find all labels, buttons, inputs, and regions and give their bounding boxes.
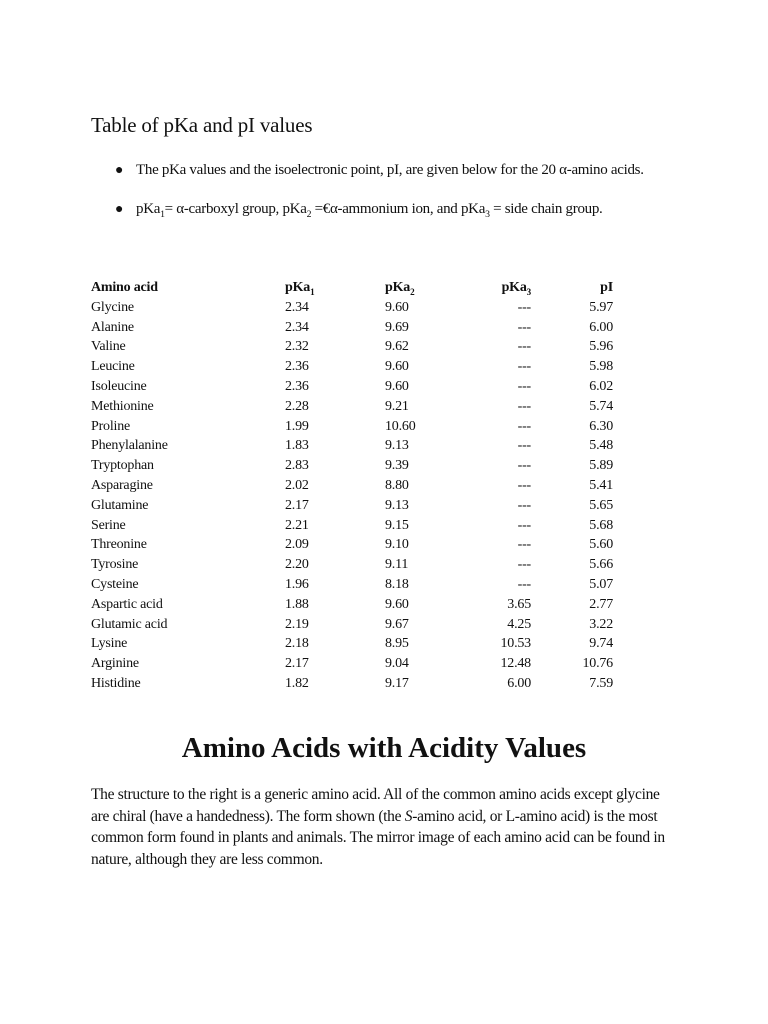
header-pka2-label: pKa bbox=[385, 280, 411, 295]
table-row bbox=[91, 476, 631, 496]
cell-pka1: 2.18 bbox=[285, 636, 309, 652]
table-row bbox=[91, 555, 631, 575]
cell-pi: 7.59 bbox=[589, 675, 613, 691]
cell-amino-acid: Alanine bbox=[91, 319, 134, 335]
cell-amino-acid: Methionine bbox=[91, 398, 154, 414]
table-heading: Table of pKa and pI values bbox=[91, 113, 313, 137]
cell-amino-acid: Leucine bbox=[91, 359, 135, 375]
cell-amino-acid: Aspartic acid bbox=[91, 596, 163, 612]
table-row bbox=[91, 654, 631, 674]
cell-pka3: --- bbox=[517, 378, 531, 394]
cell-pi: 5.48 bbox=[589, 438, 613, 454]
cell-pka2: 9.39 bbox=[385, 458, 409, 474]
cell-pka1: 1.82 bbox=[285, 675, 309, 691]
cell-pka1: 2.17 bbox=[285, 497, 309, 513]
cell-pka3: --- bbox=[517, 537, 531, 553]
pka2-subscript: 2 bbox=[306, 209, 312, 220]
header-pka1-label: pKa bbox=[285, 280, 311, 295]
cell-pka2: 9.04 bbox=[385, 656, 409, 672]
cell-pka1: 2.36 bbox=[285, 378, 309, 394]
cell-amino-acid: Glutamine bbox=[91, 497, 149, 513]
cell-pka2: 9.60 bbox=[385, 596, 409, 612]
cell-pka2: 8.95 bbox=[385, 636, 409, 652]
cell-pi: 6.00 bbox=[589, 319, 613, 335]
table-row bbox=[91, 634, 631, 654]
cell-pka3: 6.00 bbox=[507, 675, 531, 691]
cell-pka1: 2.02 bbox=[285, 477, 309, 493]
cell-pi: 5.96 bbox=[589, 339, 613, 355]
cell-pi: 3.22 bbox=[589, 616, 613, 632]
cell-amino-acid: Proline bbox=[91, 418, 131, 434]
cell-pka3: 12.48 bbox=[500, 656, 531, 672]
cell-pka2: 9.13 bbox=[385, 438, 409, 454]
cell-pi: 5.60 bbox=[589, 537, 613, 553]
cell-pi: 5.98 bbox=[589, 359, 613, 375]
cell-pka3: --- bbox=[517, 576, 531, 592]
header-pka2 bbox=[385, 278, 469, 298]
cell-amino-acid: Threonine bbox=[91, 537, 147, 553]
cell-pka1: 2.09 bbox=[285, 537, 309, 553]
cell-amino-acid: Tryptophan bbox=[91, 458, 154, 474]
cell-amino-acid: Phenylalanine bbox=[91, 438, 168, 454]
bullet-dot-icon: ● bbox=[115, 202, 124, 217]
cell-pi: 5.66 bbox=[589, 557, 613, 573]
cell-amino-acid: Arginine bbox=[91, 656, 139, 672]
table-row bbox=[91, 595, 631, 615]
cell-pka3: 10.53 bbox=[500, 636, 531, 652]
bullet-text-intro: The pKa values and the isoelectronic point, pI, are given below for the 20 α-amino acids. bbox=[136, 162, 644, 178]
pka3-description: = side chain group. bbox=[489, 201, 603, 217]
cell-pka1: 2.17 bbox=[285, 656, 309, 672]
paragraph-part1: The structure to the right is a generic amino acid. All of the common amino acids except glycine are chiral (have a handedness). The form shown (the bbox=[91, 786, 660, 825]
cell-pka2: 9.62 bbox=[385, 339, 409, 355]
cell-pi: 6.30 bbox=[589, 418, 613, 434]
cell-pka2: 9.15 bbox=[385, 517, 409, 533]
table-body bbox=[91, 298, 631, 694]
cell-pka2: 9.67 bbox=[385, 616, 409, 632]
cell-pi: 2.77 bbox=[589, 596, 613, 612]
table-row bbox=[91, 318, 631, 338]
paragraph-italic-s: S bbox=[404, 807, 413, 825]
cell-pka3: --- bbox=[517, 339, 531, 355]
table-row bbox=[91, 417, 631, 437]
table-row bbox=[91, 535, 631, 555]
table-row bbox=[91, 456, 631, 476]
pka-table bbox=[91, 278, 631, 694]
cell-pi: 5.74 bbox=[589, 398, 613, 414]
cell-amino-acid: Serine bbox=[91, 517, 126, 533]
cell-pka1: 2.19 bbox=[285, 616, 309, 632]
cell-pka2: 9.60 bbox=[385, 299, 409, 315]
cell-pka1: 1.99 bbox=[285, 418, 309, 434]
cell-pka3: --- bbox=[517, 517, 531, 533]
cell-pi: 6.02 bbox=[589, 378, 613, 394]
cell-pka3: --- bbox=[517, 438, 531, 454]
cell-pi: 10.76 bbox=[582, 656, 613, 672]
bullet-list bbox=[115, 160, 676, 238]
header-pi: pI bbox=[600, 280, 613, 295]
cell-pka2: 8.18 bbox=[385, 576, 409, 592]
header-pka3 bbox=[469, 278, 531, 298]
cell-pka3: --- bbox=[517, 359, 531, 375]
body-paragraph bbox=[91, 784, 681, 870]
cell-pi: 5.68 bbox=[589, 517, 613, 533]
cell-pka3: --- bbox=[517, 458, 531, 474]
cell-pi: 9.74 bbox=[589, 636, 613, 652]
cell-pka3: --- bbox=[517, 418, 531, 434]
cell-pka1: 2.32 bbox=[285, 339, 309, 355]
cell-pka3: --- bbox=[517, 497, 531, 513]
cell-pka3: --- bbox=[517, 557, 531, 573]
cell-pka2: 8.80 bbox=[385, 477, 409, 493]
cell-amino-acid: Asparagine bbox=[91, 477, 153, 493]
cell-pka1: 1.83 bbox=[285, 438, 309, 454]
table-row bbox=[91, 496, 631, 516]
section-title: Amino Acids with Acidity Values bbox=[181, 732, 587, 764]
table-row bbox=[91, 674, 631, 694]
cell-amino-acid: Tyrosine bbox=[91, 557, 139, 573]
table-row bbox=[91, 436, 631, 456]
cell-pka2: 9.69 bbox=[385, 319, 409, 335]
cell-pka1: 1.96 bbox=[285, 576, 309, 592]
header-pka3-subscript: 3 bbox=[526, 286, 531, 297]
cell-pka3: 3.65 bbox=[507, 596, 531, 612]
cell-pka1: 2.21 bbox=[285, 517, 309, 533]
pka3-subscript: 3 bbox=[485, 209, 490, 220]
pka1-description: = α-carboxyl group, pKa bbox=[164, 201, 307, 217]
bullet-dot-icon: ● bbox=[115, 163, 124, 178]
cell-pka3: 4.25 bbox=[507, 616, 531, 632]
pka2-description: =€α-ammonium ion, and pKa bbox=[311, 201, 486, 217]
cell-amino-acid: Glutamic acid bbox=[91, 616, 168, 632]
cell-pi: 5.41 bbox=[589, 477, 613, 493]
header-pka2-subscript: 2 bbox=[410, 286, 415, 297]
table-row bbox=[91, 337, 631, 357]
table-header-row bbox=[91, 278, 631, 298]
cell-amino-acid: Glycine bbox=[91, 299, 134, 315]
cell-pi: 5.65 bbox=[589, 497, 613, 513]
pka1-label: pKa bbox=[136, 201, 161, 217]
cell-pka2: 9.13 bbox=[385, 497, 409, 513]
table-row bbox=[91, 575, 631, 595]
cell-pka2: 9.21 bbox=[385, 398, 409, 414]
cell-pka1: 2.34 bbox=[285, 299, 309, 315]
header-amino-acid: Amino acid bbox=[91, 280, 158, 295]
header-pka3-label: pKa bbox=[501, 280, 527, 295]
pka1-subscript: 1 bbox=[160, 209, 165, 220]
cell-pi: 5.89 bbox=[589, 458, 613, 474]
table-row bbox=[91, 357, 631, 377]
cell-pi: 5.97 bbox=[589, 299, 613, 315]
bullet-item-intro bbox=[115, 160, 676, 181]
cell-pka2: 9.60 bbox=[385, 378, 409, 394]
cell-amino-acid: Cysteine bbox=[91, 576, 139, 592]
cell-pka3: --- bbox=[517, 398, 531, 414]
cell-pka2: 9.60 bbox=[385, 359, 409, 375]
cell-pka1: 2.83 bbox=[285, 458, 309, 474]
cell-pka1: 1.88 bbox=[285, 596, 309, 612]
cell-pka2: 9.10 bbox=[385, 537, 409, 553]
cell-pi: 5.07 bbox=[589, 576, 613, 592]
cell-amino-acid: Valine bbox=[91, 339, 126, 355]
cell-pka1: 2.36 bbox=[285, 359, 309, 375]
cell-pka2: 9.11 bbox=[385, 557, 409, 573]
cell-pka1: 2.20 bbox=[285, 557, 309, 573]
header-pka1-subscript: 1 bbox=[310, 286, 315, 297]
table-row bbox=[91, 377, 631, 397]
cell-pka3: --- bbox=[517, 477, 531, 493]
paragraph-part2: -amino acid, or L-amino acid) is the most common form found in plants and animals. The mirror image of each amino acid can be found in nature, although they are less common. bbox=[91, 807, 665, 868]
cell-pka1: 2.34 bbox=[285, 319, 309, 335]
cell-pka3: --- bbox=[517, 319, 531, 335]
table-row bbox=[91, 397, 631, 417]
table-row bbox=[91, 516, 631, 536]
bullet-item-definitions bbox=[115, 199, 676, 220]
cell-amino-acid: Lysine bbox=[91, 636, 128, 652]
cell-pka2: 9.17 bbox=[385, 675, 409, 691]
cell-pka3: --- bbox=[517, 299, 531, 315]
cell-pka2: 10.60 bbox=[385, 418, 416, 434]
table-row bbox=[91, 298, 631, 318]
table-row bbox=[91, 615, 631, 635]
cell-pka1: 2.28 bbox=[285, 398, 309, 414]
cell-amino-acid: Histidine bbox=[91, 675, 141, 691]
cell-amino-acid: Isoleucine bbox=[91, 378, 147, 394]
header-pka1 bbox=[285, 278, 385, 298]
